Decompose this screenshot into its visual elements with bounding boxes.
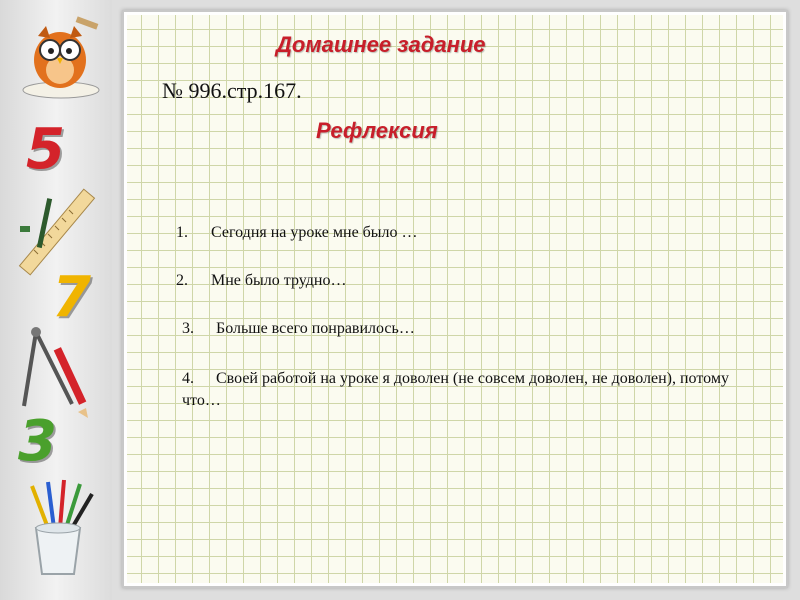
- item-text: Сегодня на уроке мне было …: [211, 224, 418, 241]
- reflection-item-2: [176, 272, 346, 290]
- reflection-item-1: [176, 224, 418, 242]
- digit-seven: 7: [52, 265, 91, 330]
- item-text: Больше всего понравилось…: [216, 320, 415, 337]
- digit-three: 3: [18, 409, 57, 474]
- compass-icon: [16, 326, 100, 422]
- reflection-title: Рефлексия: [316, 118, 438, 143]
- item-number: 1.: [176, 224, 188, 241]
- item-number: 3.: [182, 320, 194, 337]
- item-number: 4.: [182, 370, 194, 387]
- pencil-cup-icon: [18, 478, 98, 578]
- decor-sidebar: [0, 0, 112, 600]
- item-number: 2.: [176, 272, 188, 289]
- item-text: Мне было трудно…: [211, 272, 347, 289]
- reflection-item-4: [182, 368, 742, 412]
- owl-icon: [16, 12, 106, 102]
- homework-reference: № 996.стр.167.: [162, 78, 302, 103]
- homework-title: Домашнее задание: [276, 32, 486, 57]
- reflection-item-3: [182, 320, 415, 338]
- item-text: Своей работой на уроке я доволен (не совсем доволен, не доволен), потому что…: [182, 370, 729, 409]
- digit-five: 5: [26, 117, 65, 182]
